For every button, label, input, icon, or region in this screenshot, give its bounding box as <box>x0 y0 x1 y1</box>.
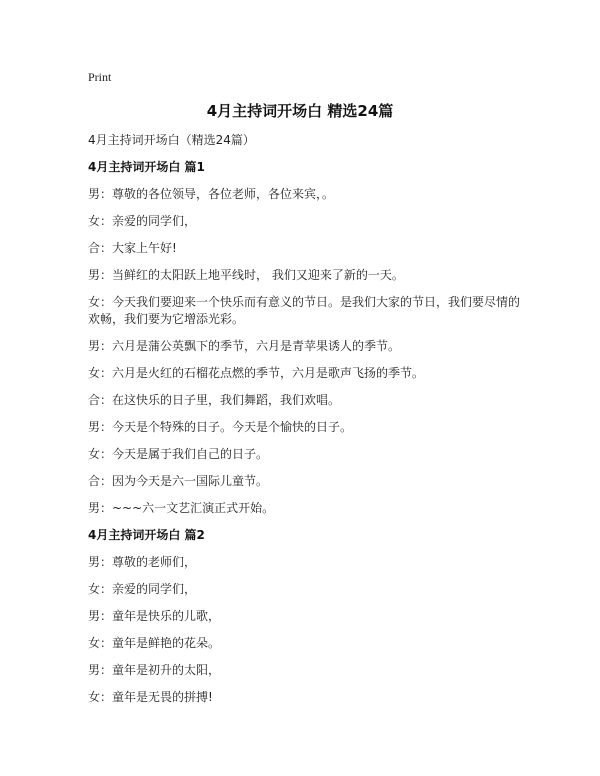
dialogue-line: 男：~~~六一文艺汇演正式开始。 <box>88 501 275 515</box>
dialogue-line: 男：当鲜红的太阳跃上地平线时， 我们又迎来了新的一天。 <box>88 268 404 282</box>
dialogue-line: 女：今天是属于我们自己的日子。 <box>88 447 269 461</box>
dialogue-line: 合：大家上午好! <box>88 241 177 255</box>
print-link[interactable]: Print <box>88 70 112 84</box>
section-1 <box>88 159 528 517</box>
dialogue-line: 女：今天我们要迎来一个快乐而有意义的节日。是我们大家的节日，我们要尽情的欢畅，我们要为它增添光彩。 <box>88 295 521 326</box>
document-body <box>88 132 528 716</box>
dialogue-line: 男：今天是个特殊的日子。今天是个愉快的日子。 <box>88 420 353 434</box>
dialogue-line: 男：童年是初升的太阳， <box>88 663 221 677</box>
document-subtitle: 4月主持词开场白（精选24篇） <box>88 133 255 147</box>
dialogue-line: 女：亲爱的同学们， <box>88 214 197 228</box>
section-heading: 4月主持词开场白 篇2 <box>88 528 205 542</box>
dialogue-line: 女：童年是鲜艳的花朵。 <box>88 636 221 650</box>
dialogue-line: 女：六月是火红的石榴花点燃的季节，六月是歌声飞扬的季节。 <box>88 366 425 380</box>
dialogue-line: 男：尊敬的老师们， <box>88 555 197 569</box>
dialogue-line: 合：因为今天是六一国际儿童节。 <box>88 474 269 488</box>
section-heading: 4月主持词开场白 篇1 <box>88 160 205 174</box>
dialogue-line: 男：童年是快乐的儿歌， <box>88 609 221 623</box>
dialogue-line: 女：童年是无畏的拼搏! <box>88 690 213 704</box>
page-title: 4月主持词开场白 精选24篇 <box>206 102 394 120</box>
dialogue-line: 女：亲爱的同学们， <box>88 582 197 596</box>
section-2 <box>88 527 528 706</box>
dialogue-line: 合：在这快乐的日子里，我们舞蹈，我们欢唱。 <box>88 393 341 407</box>
dialogue-line: 男：尊敬的各位领导，各位老师，各位来宾，。 <box>88 187 335 201</box>
dialogue-line: 男：六月是蒲公英飘下的季节，六月是青苹果诱人的季节。 <box>88 339 401 353</box>
